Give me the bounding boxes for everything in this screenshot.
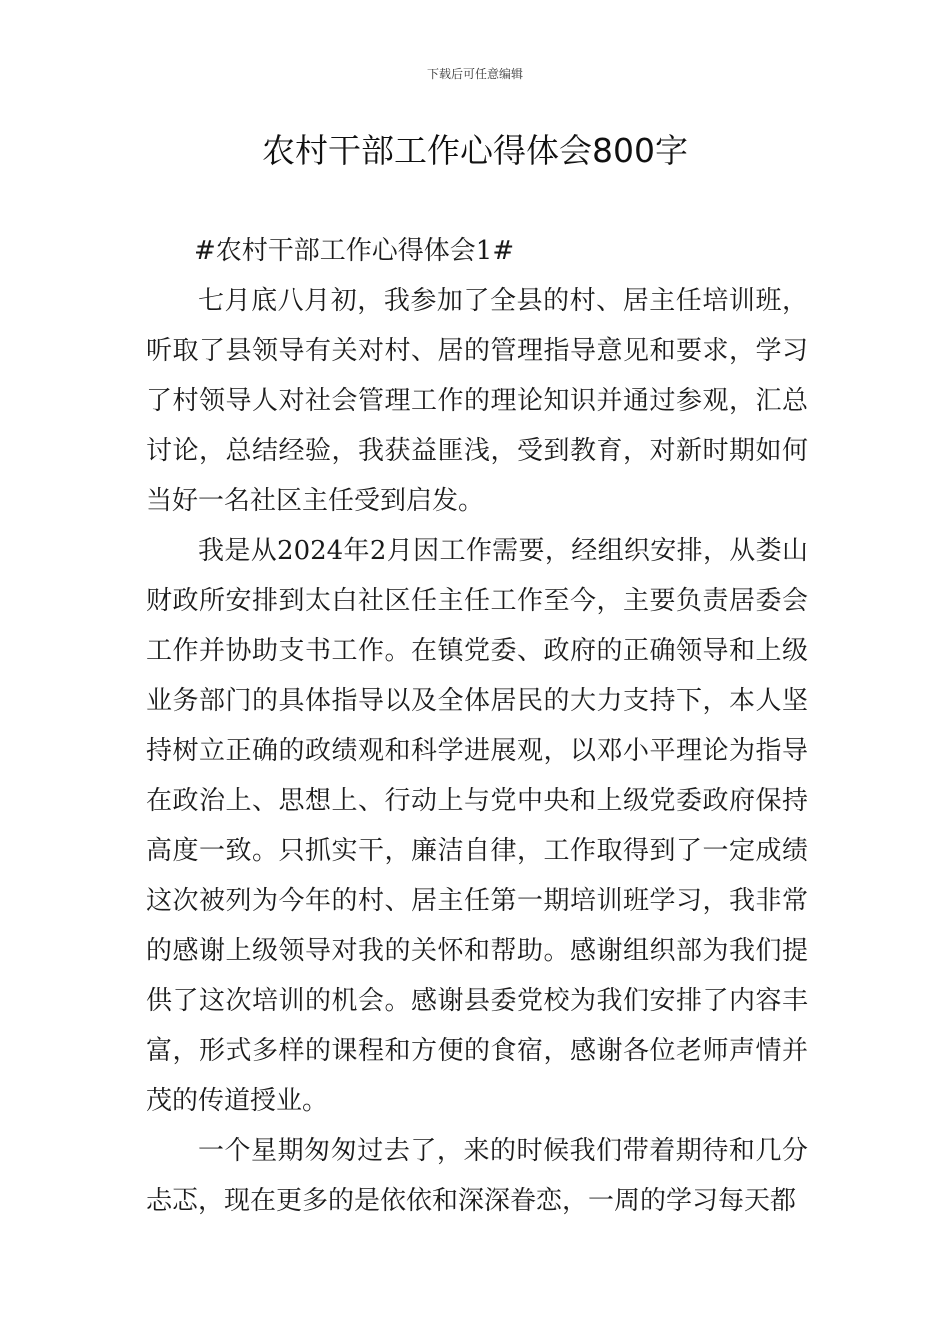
header-note: 下载后可任意编辑	[426, 67, 523, 81]
document-title: 农村干部工作心得体会800字	[262, 131, 688, 170]
document-body	[146, 226, 808, 1226]
paragraph-3: 一个星期匆匆过去了，来的时候我们带着期待和几分忐忑，现在更多的是依依和深深眷恋，一周的学习每天都	[146, 1136, 808, 1216]
paragraph-1: 七月底八月初，我参加了全县的村、居主任培训班，听取了县领导有关对村、居的管理指导意见和要求，学习了村领导人对社会管理工作的理论知识并通过参观，汇总讨论，总结经验，我获益匪浅，受到教育，对新时期如何当好一名社区主任受到启发。	[146, 286, 808, 516]
paragraph-2: 我是从2024年2月因工作需要，经组织安排，从娄山财政所安排到太白社区任主任工作至今，主要负责居委会工作并协助支书工作。在镇党委、政府的正确领导和上级业务部门的具体指导以及全体居民的大力支持下，本人坚持树立正确的政绩观和科学进展观，以邓小平理论为指导在政治上、思想上、行动上与党中央和上级党委政府保持高度一致。只抓实干，廉洁自律，工作取得到了一定成绩这次被列为今年的村、居主任第一期培训班学习，我非常的感谢上级领导对我的关怀和帮助。感谢组织部为我们提供了这次培训的机会。感谢县委党校为我们安排了内容丰富，形式多样的课程和方便的食宿，感谢各位老师声情并茂的传道授业。	[146, 536, 808, 1116]
section-subheading: #农村干部工作心得体会1#	[194, 236, 515, 266]
